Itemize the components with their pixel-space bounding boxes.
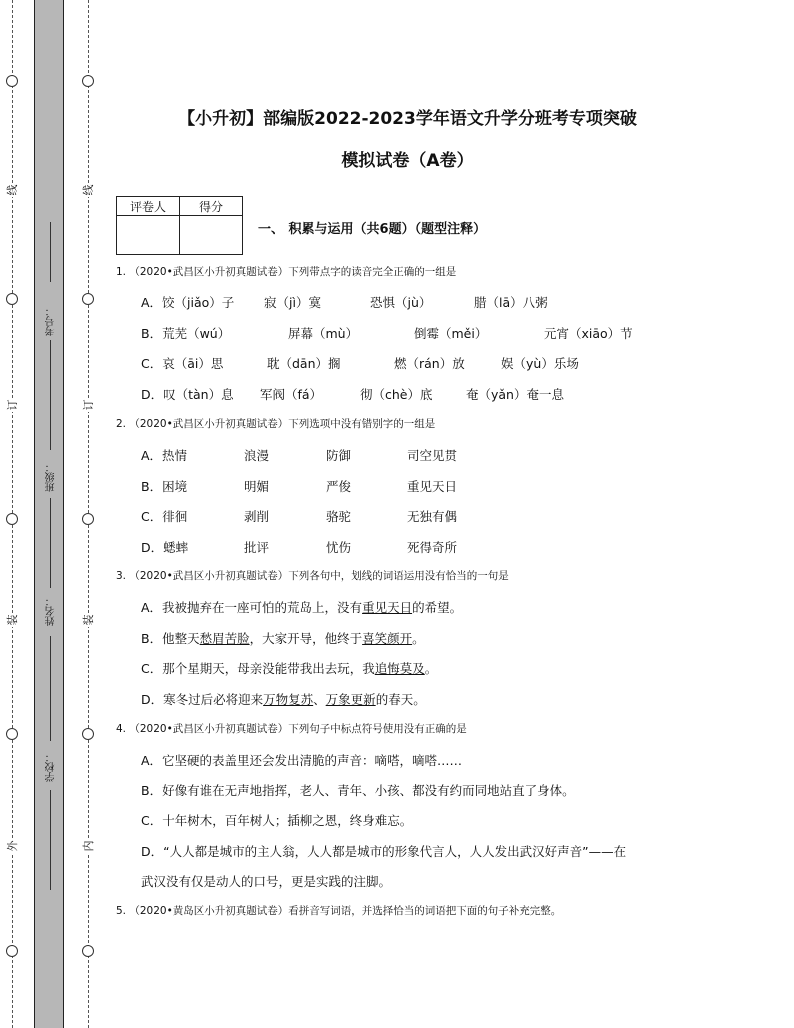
option-line: C．十年树木，百年树人；插柳之恩，终身难忘。 bbox=[141, 813, 413, 828]
margin-char-nei: 内 bbox=[82, 840, 95, 852]
exam-title: 【小升初】部编版2022-2023学年语文升学分班考专项突破 bbox=[178, 109, 637, 129]
option-cell: 军阀（fá） bbox=[260, 387, 323, 402]
binding-hole-marker bbox=[82, 728, 94, 740]
option-cell: 司空见贯 bbox=[407, 448, 458, 463]
question-stem: 5. （2020•黄岛区小升初真题试卷）看拼音写词语，并选择恰当的词语把下面的句子补充完整。 bbox=[116, 905, 562, 917]
field-line bbox=[50, 222, 51, 282]
binding-hole-marker bbox=[82, 75, 94, 87]
option-text: 。 bbox=[412, 631, 425, 646]
underlined-phrase: 万象更新 bbox=[325, 692, 376, 707]
field-line bbox=[50, 498, 51, 588]
option-line: D．“人人都是城市的主人翁，人人都是城市的形象代言人，人人发出武汉好声音”——在 bbox=[141, 844, 627, 859]
binding-hole-marker bbox=[82, 513, 94, 525]
score-label: 得分 bbox=[180, 197, 243, 216]
option-cell: 娱（yù）乐场 bbox=[501, 356, 579, 371]
grader-cell bbox=[117, 216, 180, 255]
margin-char-zhuang: 装 bbox=[82, 614, 95, 626]
option-cell: 元宵（xiāo）节 bbox=[544, 326, 633, 341]
option-text: A．我被抛弃在一座可怕的荒岛上，没有 bbox=[141, 600, 363, 615]
option-text: 的希望。 bbox=[412, 600, 463, 615]
option-cell: 腊（lā）八粥 bbox=[474, 295, 548, 310]
option-cell: 无独有偶 bbox=[407, 509, 458, 524]
option-cell: 骆驼 bbox=[326, 509, 352, 524]
option-cell: 寂（jì）寞 bbox=[264, 295, 321, 310]
option-line bbox=[141, 690, 426, 708]
margin-char-xian: 线 bbox=[6, 184, 19, 196]
binding-hole-marker bbox=[6, 945, 18, 957]
option-cell: 奄（yǎn）奄一息 bbox=[466, 387, 564, 402]
binding-hole-marker bbox=[82, 945, 94, 957]
binding-hole-marker bbox=[6, 728, 18, 740]
option-text: C．那个星期天，母亲没能带我出去玩，我 bbox=[141, 661, 375, 676]
binding-hole-marker bbox=[6, 293, 18, 305]
option-line: B．好像有谁在无声地指挥，老人、青年、小孩、都没有约而同地站直了身体。 bbox=[141, 783, 575, 798]
option-cell: 剥削 bbox=[244, 509, 270, 524]
option-cell: 忧伤 bbox=[326, 540, 352, 555]
option-cell: C．哀（āi）思 bbox=[141, 356, 224, 371]
option-cell: 死得奇所 bbox=[407, 540, 458, 555]
grader-score-box bbox=[116, 196, 243, 255]
question-stem: 4. （2020•武昌区小升初真题试卷）下列句子中标点符号使用没有正确的是 bbox=[116, 723, 467, 735]
exam-number-label: 考号： bbox=[46, 306, 57, 336]
underlined-phrase: 愁眉苦脸 bbox=[199, 631, 250, 646]
option-cell: 燃（rán）放 bbox=[394, 356, 465, 371]
option-text: 。 bbox=[424, 661, 438, 676]
option-line: A．它坚硬的表盖里还会发出清脆的声音：嘀嗒，嘀嗒…… bbox=[141, 753, 463, 768]
underlined-phrase: 万物复苏 bbox=[263, 692, 314, 707]
underlined-phrase: 追悔莫及 bbox=[374, 661, 425, 676]
option-cell: B．荒芜（wú） bbox=[141, 326, 231, 341]
underlined-phrase: 喜笑颜开 bbox=[362, 631, 413, 646]
exam-subtitle: 模拟试卷（A卷） bbox=[341, 151, 474, 171]
option-cell: D．蟋蟀 bbox=[141, 540, 189, 555]
field-line bbox=[50, 790, 51, 890]
option-text: B．他整天 bbox=[141, 631, 200, 646]
underlined-phrase: 重见天日 bbox=[362, 600, 413, 615]
option-line bbox=[141, 659, 437, 677]
option-cell: 倒霉（měi） bbox=[414, 326, 488, 341]
option-cell: 浪漫 bbox=[244, 448, 270, 463]
option-cell: C．徘徊 bbox=[141, 509, 188, 524]
grader-label: 评卷人 bbox=[117, 197, 180, 216]
section-title: 一、 积累与运用（共6题）（题型注释） bbox=[258, 222, 487, 237]
option-text: 的春天。 bbox=[375, 692, 426, 707]
margin-char-zhuang: 装 bbox=[6, 614, 19, 626]
margin-char-ding: 订 bbox=[6, 399, 19, 411]
option-cell: 明媚 bbox=[244, 479, 270, 494]
option-cell: A．饺（jiǎo）子 bbox=[141, 295, 235, 310]
class-label: 班级： bbox=[46, 462, 57, 492]
option-cell: 耽（dān）搁 bbox=[267, 356, 341, 371]
margin-char-ding: 订 bbox=[82, 399, 95, 411]
option-line bbox=[141, 598, 462, 616]
option-cell: 重见天日 bbox=[407, 479, 458, 494]
option-cell: 彻（chè）底 bbox=[360, 387, 433, 402]
option-text: D．寒冬过后必将迎来 bbox=[141, 692, 264, 707]
school-label: 学校： bbox=[46, 752, 57, 782]
option-line bbox=[141, 629, 425, 647]
question-stem: 2. （2020•武昌区小升初真题试卷）下列选项中没有错别字的一组是 bbox=[116, 418, 436, 430]
question-stem: 1. （2020•武昌区小升初真题试卷）下列带点字的读音完全正确的一组是 bbox=[116, 266, 457, 278]
option-cell: A．热情 bbox=[141, 448, 188, 463]
option-cell: 防御 bbox=[326, 448, 352, 463]
binding-hole-marker bbox=[82, 293, 94, 305]
score-cell bbox=[180, 216, 243, 255]
option-text: ，大家开导，他终于 bbox=[249, 631, 363, 646]
name-label: 姓名： bbox=[46, 596, 57, 626]
binding-hole-marker bbox=[6, 75, 18, 87]
field-line bbox=[50, 340, 51, 450]
option-cell: 严俊 bbox=[326, 479, 352, 494]
field-line bbox=[50, 636, 51, 741]
option-cell: B．困境 bbox=[141, 479, 188, 494]
margin-char-xian: 线 bbox=[82, 184, 95, 196]
margin-char-wai: 外 bbox=[6, 840, 19, 852]
option-line: 武汉没有仅是动人的口号，更是实践的注脚。 bbox=[141, 874, 392, 889]
binding-hole-marker bbox=[6, 513, 18, 525]
option-text: 、 bbox=[313, 692, 326, 707]
question-stem: 3. （2020•武昌区小升初真题试卷）下列各句中，划线的词语运用没有恰当的一句是 bbox=[116, 570, 509, 582]
option-cell: 屏幕（mù） bbox=[288, 326, 359, 341]
option-cell: 批评 bbox=[244, 540, 270, 555]
option-cell: D．叹（tàn）息 bbox=[141, 387, 234, 402]
option-cell: 恐惧（jù） bbox=[370, 295, 432, 310]
binding-strip bbox=[34, 0, 64, 1028]
